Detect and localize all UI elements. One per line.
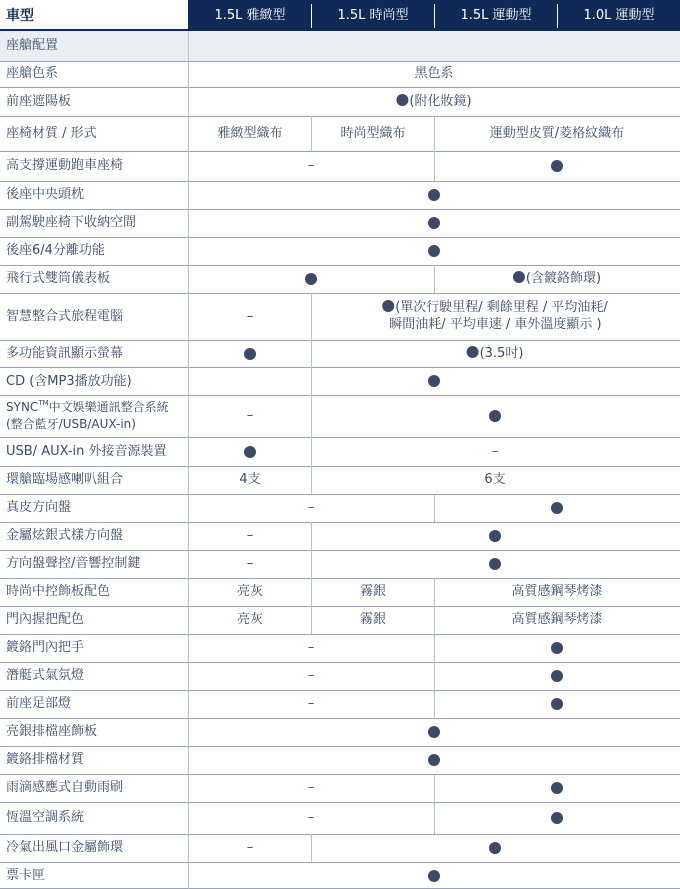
row-label: 鍍鉻排檔材質 — [6, 752, 85, 767]
cell-text: – — [307, 696, 315, 711]
row-label: 雨滴感應式自動雨刷 — [6, 780, 124, 795]
cell-text: – — [491, 444, 499, 459]
row-label: 環艙臨場感喇叭組合 — [6, 472, 124, 487]
row-divider — [0, 265, 680, 266]
column-divider — [311, 437, 312, 494]
cell-text: 4支 — [239, 472, 261, 487]
standard-dot — [551, 160, 563, 172]
row-label: 多功能資訊顯示螢幕 — [6, 346, 124, 361]
column-divider — [434, 151, 435, 181]
row-label: 鍍鉻門內把手 — [6, 640, 85, 655]
standard-dot — [428, 726, 440, 738]
row-divider — [0, 151, 680, 152]
cell-text: – — [307, 640, 315, 655]
row-label: USB/ AUX-in 外接音源裝置 — [6, 444, 167, 459]
cell-text: (3.5吋) — [467, 346, 524, 362]
cell-text: 6支 — [484, 472, 506, 487]
standard-dot — [428, 375, 440, 387]
standard-dot — [551, 698, 563, 710]
column-divider — [434, 578, 435, 634]
row-label: 潛艇式氣氛燈 — [6, 668, 85, 683]
row-label: 票卡匣 — [6, 868, 46, 883]
row-divider — [0, 834, 680, 835]
column-divider — [434, 634, 435, 718]
header-divider — [557, 4, 558, 28]
column-divider — [311, 834, 312, 862]
column-divider — [188, 31, 189, 889]
row-label: 高支撐運動跑車座椅 — [6, 158, 124, 173]
row-label: 方向盤聲控/音響控制鍵 — [6, 556, 141, 571]
standard-dot — [551, 642, 563, 654]
row-label-sync-line2: (整合藍牙/USB/AUX-in) — [6, 417, 136, 431]
standard-dot — [382, 300, 394, 312]
header-model-1: 1.5L 雅緻型 — [214, 8, 286, 23]
row-divider — [0, 774, 680, 775]
cell-text: 霧銀 — [359, 612, 387, 627]
row-label: 前座遮陽板 — [6, 94, 72, 109]
standard-dot — [244, 348, 256, 360]
column-divider — [434, 494, 435, 522]
row-label: 門內握把配色 — [6, 612, 85, 627]
standard-dot — [428, 189, 440, 201]
header-model-4: 1.0L 運動型 — [583, 8, 655, 23]
cell-text: – — [307, 780, 315, 795]
standard-dot — [428, 870, 440, 882]
row-label: 前座足部燈 — [6, 696, 72, 711]
cell-text: (附化妝鏡) — [396, 94, 471, 110]
header-model-3: 1.5L 運動型 — [460, 8, 532, 23]
column-divider — [311, 116, 312, 151]
standard-dot — [467, 346, 479, 358]
row-label-sync: SYNC™中文娛樂通訊整合系統 — [6, 399, 169, 414]
row-divider — [0, 746, 680, 747]
column-divider — [434, 774, 435, 834]
standard-dot — [551, 812, 563, 824]
row-divider — [0, 634, 680, 635]
row-label: 冷氣出風口金屬飾環 — [6, 840, 124, 855]
column-divider — [434, 265, 435, 293]
row-divider — [0, 209, 680, 210]
section-title: 座艙配置 — [6, 38, 59, 53]
header-divider — [434, 4, 435, 28]
standard-dot — [489, 530, 501, 542]
cell-text: 雅緻型織布 — [217, 126, 283, 141]
standard-dot — [551, 502, 563, 514]
standard-dot — [489, 842, 501, 854]
column-divider — [311, 522, 312, 634]
standard-dot — [489, 410, 501, 422]
row-label: 後座6/4分離功能 — [6, 243, 105, 258]
standard-dot — [396, 94, 408, 106]
cell-text: – — [246, 408, 254, 423]
row-label: 時尚中控飾板配色 — [6, 584, 111, 599]
header-label: 車型 — [6, 8, 34, 24]
column-divider — [434, 116, 435, 151]
standard-dot — [551, 670, 563, 682]
row-divider — [0, 61, 680, 62]
cell-text: – — [307, 810, 315, 825]
row-divider — [0, 578, 680, 579]
row-divider — [0, 340, 680, 341]
row-divider — [0, 395, 680, 396]
cell-text: 黑色系 — [414, 66, 454, 81]
header-model-2: 1.5L 時尚型 — [337, 8, 409, 23]
row-divider — [0, 690, 680, 691]
row-label: 副駕駛座椅下收納空間 — [6, 215, 137, 230]
row-divider — [0, 181, 680, 182]
row-label: 智慧整合式旅程電腦 — [6, 309, 124, 324]
standard-dot — [428, 754, 440, 766]
column-divider — [311, 293, 312, 437]
row-divider — [0, 237, 680, 238]
cell-text: 亮灰 — [236, 584, 264, 599]
row-label: 飛行式雙筒儀表板 — [6, 271, 111, 286]
standard-dot — [428, 245, 440, 257]
standard-dot — [244, 446, 256, 458]
row-label: CD (含MP3播放功能) — [6, 374, 132, 389]
cell-text: – — [307, 500, 315, 515]
cell-text: 高質感鋼琴烤漆 — [511, 612, 603, 627]
row-divider — [0, 862, 680, 863]
cell-text: 高質感鋼琴烤漆 — [511, 584, 603, 599]
cell-text-multiline: (單次行駛里程/ 剩餘里程 / 平均油耗/ 瞬間油耗/ 平均車速 / 車外溫度顯示 ) — [382, 299, 608, 333]
cell-text: 亮灰 — [236, 612, 264, 627]
row-label: 真皮方向盤 — [6, 500, 72, 515]
standard-dot — [428, 217, 440, 229]
row-divider — [0, 293, 680, 294]
row-divider — [0, 718, 680, 719]
row-divider — [0, 437, 680, 438]
row-divider — [0, 466, 680, 467]
row-label: 亮銀排檔座飾板 — [6, 724, 98, 739]
row-label: 金屬炫銀式樣方向盤 — [6, 528, 124, 543]
header-divider — [311, 4, 312, 28]
cell-text: – — [246, 840, 254, 855]
row-label: 恆溫空調系統 — [6, 810, 85, 825]
row-label: 座椅材質 / 形式 — [6, 126, 97, 141]
row-divider — [0, 606, 680, 607]
row-label: 座艙色系 — [6, 66, 59, 81]
cell-text: – — [307, 158, 315, 173]
standard-dot — [305, 273, 317, 285]
row-divider — [0, 550, 680, 551]
row-divider — [0, 494, 680, 495]
row-divider — [0, 87, 680, 88]
cell-text: – — [246, 528, 254, 543]
cell-text: 運動型皮質/菱格紋織布 — [489, 126, 625, 141]
standard-dot — [513, 271, 525, 283]
row-divider — [0, 522, 680, 523]
row-divider — [0, 367, 680, 368]
cell-text: (含鍍鉻飾環) — [513, 271, 601, 287]
standard-dot — [551, 782, 563, 794]
row-divider — [0, 662, 680, 663]
cell-text: 霧銀 — [359, 584, 387, 599]
section-band — [0, 31, 680, 61]
cell-text: – — [246, 309, 254, 324]
standard-dot — [489, 558, 501, 570]
cell-text: – — [307, 668, 315, 683]
cell-text: 時尚型織布 — [340, 126, 406, 141]
row-divider — [0, 116, 680, 117]
row-label: 後座中央頭枕 — [6, 187, 85, 202]
row-divider — [0, 802, 680, 803]
cell-text: – — [246, 556, 254, 571]
